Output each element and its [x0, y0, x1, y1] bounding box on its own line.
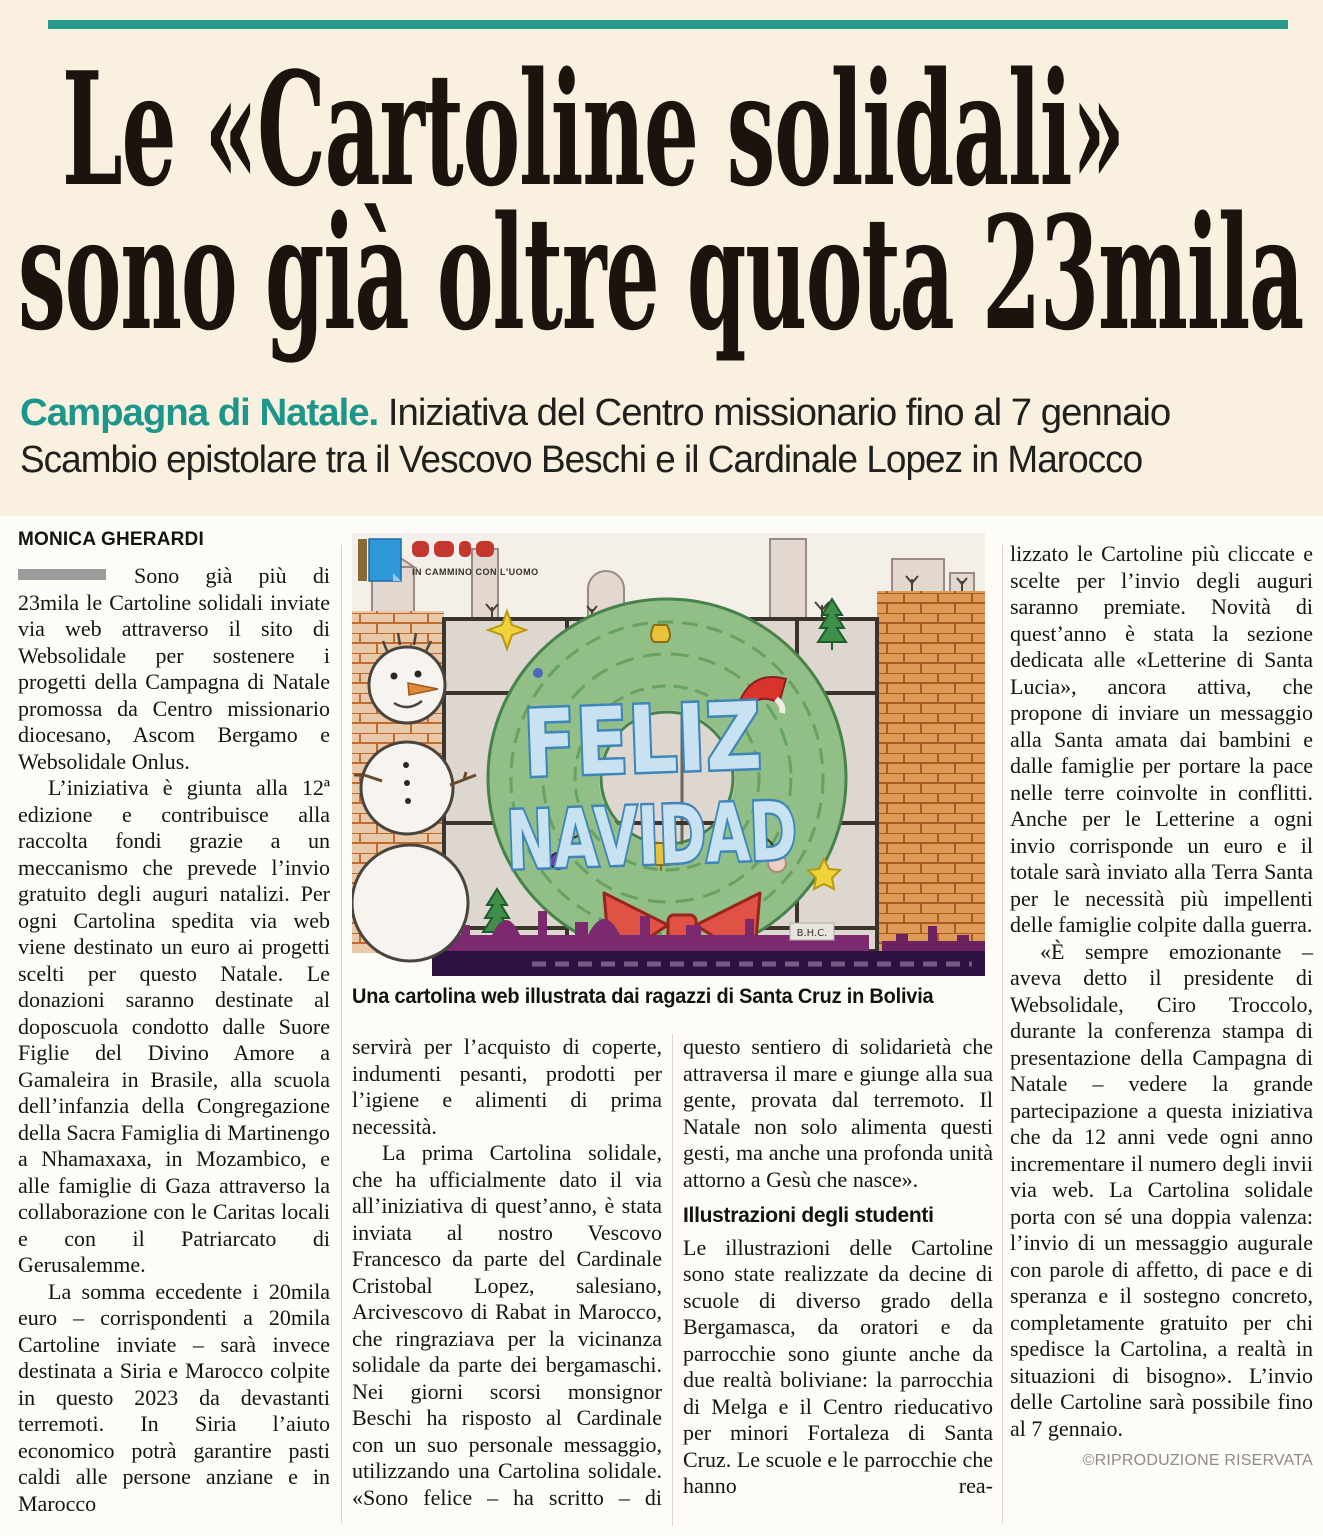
subhead-line2: Scambio epistolare tra il Vescovo Beschi e il Cardinale Lopez in Marocco	[20, 439, 1143, 481]
paragraph: La somma eccedente i 20mila euro – corrispondenti a 20mila Cartoline inviate – sarà invece destinata a Siria e Marocco colpite in questo 2023 da devastanti terremoti. In Siria l’aiuto economico potrà garantire pasti caldi alle persone anziane e in Marocco	[18, 1278, 330, 1516]
paragraph: questo sentiero di solidarietà che attraversa il mare e giunge alla sua gente, provata dal terremoto. Il Natale non solo alimenta questi gesti, ma anche una profonda unità attorno a Gesù che nasce».	[683, 1034, 993, 1192]
copyright-notice: ©RIPRODUZIONE RISERVATA	[1082, 1452, 1313, 1469]
paragraph: lizzato le Cartoline più cliccate e scelte per l’invio degli auguri saranno premiate. Novità di quest’anno è stata la sezione dedicata alle «Letterine di Santa Lucia», ancora attiva, che propone di inviare un messaggio alla Santa amata dai bambini e dalle famiglie per portare la pace nelle terre coinvolte in conflitti. Anche per le Letterine a ogni invio corrisponde un euro e il totale sarà inviato alla Terra Santa per le necessità più impellenti delle famiglie colpite dalla guerra.	[1010, 541, 1313, 937]
column-rule	[1002, 545, 1003, 1523]
svg-text:B.H.C.: B.H.C.	[796, 928, 828, 939]
greeting-line2: NAVIDAD	[505, 780, 918, 888]
crosshead: Illustrazioni degli studenti	[683, 1204, 934, 1227]
cartolina-photo	[352, 533, 985, 976]
column-rule	[341, 545, 342, 1523]
paragraph: «È sempre emozionante – aveva detto il presidente di Websolidale, Ciro Troccolo, durante la conferenza stampa di presentazione della Campagna di Natale – vedere la grande partecipazione a questa iniziativa che da 12 anni vede ogni anno incrementare il numero degli invii via web. La Cartolina solidale porta con sé una doppia valenza: l’invio di un messaggio augurale con parole di affetto, di pace e di speranza e il sostegno concreto, completamente gratuito per chi spedisce la Cartolina, a realtà in situazioni di bisogno». L’invio delle Cartoline sarà possibile fino al 7 gennaio.	[1010, 938, 1313, 1441]
article-column-1	[18, 563, 330, 1517]
article-figure	[352, 533, 985, 1009]
column-rule	[672, 1034, 673, 1526]
small-bell	[651, 625, 670, 642]
article-column-2	[352, 1034, 662, 1511]
greeting-text	[502, 681, 918, 888]
blue-ornament	[533, 668, 543, 678]
right-brick-wall	[877, 591, 985, 953]
subhead	[20, 390, 1315, 484]
article-column-4	[1010, 541, 1313, 1475]
headline-line1: Le «Cartoline solidali»	[62, 38, 1125, 221]
paragraph: servirà per l’acquisto di coperte, indumenti pesanti, prodotti per l’igiene e alimenti di prima necessità.	[352, 1034, 662, 1139]
greeting-line1: FELIZ	[521, 681, 811, 798]
paragraph: L’iniziativa è giunta alla 12ª edizione e contribuisce alla raccolta fondi grazie a un meccanismo che prevede l’invio gratuito degli auguri natalizi. Per ogni Cartolina spedita via web viene destinato un euro ai progetti scelti per questo Natale. Le donazioni saranno destinate al doposcuola condotto dalle Suore Figlie del Divino Amore a Gamaleira in Brasile, alla scuola dell’infanzia della Congregazione della Sacra Famiglia di Martinengo a Nhamaxaxa, in Mozambico, e alle famiglie di Gaza attraverso la collaborazione con le Caritas locali e con il Patriarcato di Gerusalemme.	[18, 775, 330, 1277]
figure-caption: Una cartolina web illustrata dai ragazzi di Santa Cruz in Bolivia	[352, 985, 934, 1008]
paragraph-lead-bar	[18, 569, 106, 580]
subhead-line1: Iniziativa del Centro missionario fino al 7 gennaio	[387, 392, 1171, 434]
article-column-3	[683, 1034, 993, 1500]
paragraph: Sono già più di 23mila le Cartoline solidali inviate via web attraverso il sito di Websolidale per sostenere i progetti della Campagna di Natale promossa da Centro missionario diocesano, Ascom Bergamo e Websolidale Onlus.	[18, 563, 330, 774]
byline: MONICA GHERARDI	[18, 529, 204, 550]
paragraph: La prima Cartolina solidale, che ha ufficialmente dato il via all’iniziativa di quest’anno, è stata inviata al nostro Vescovo Francesco da parte del Cardinale Cristobal Lopez, salesiano, Arcivescovo di Rabat in Marocco, che ringraziava per la vicinanza solidale da parte dei bergamaschi. Nei giorni scorsi monsignor Beschi ha risposto al Cardinale con un suo personale messaggio, utilizzando una Cartolina solidale. «Sono felice – ha scritto – di	[352, 1140, 662, 1510]
headline-line2: sono già oltre quota 23mila	[18, 182, 1304, 365]
section-rule-bar	[48, 20, 1288, 29]
logo-tagline: IN CAMMINO CON L'UOMO	[412, 567, 539, 577]
kicker: Campagna di Natale.	[20, 392, 379, 434]
artist-signature-tag	[790, 923, 834, 940]
paragraph: Le illustrazioni delle Cartoline sono state realizzate da decine di scuole di diverso grado della Bergamasca, da oratori e da parrocchie sono giunte anche da due realtà boliviane: la parrocchia di Melga e il Centro rieducativo per minori Fortaleza di Santa Cruz. Le scuole e le parrocchie che hanno rea-	[683, 1234, 993, 1498]
